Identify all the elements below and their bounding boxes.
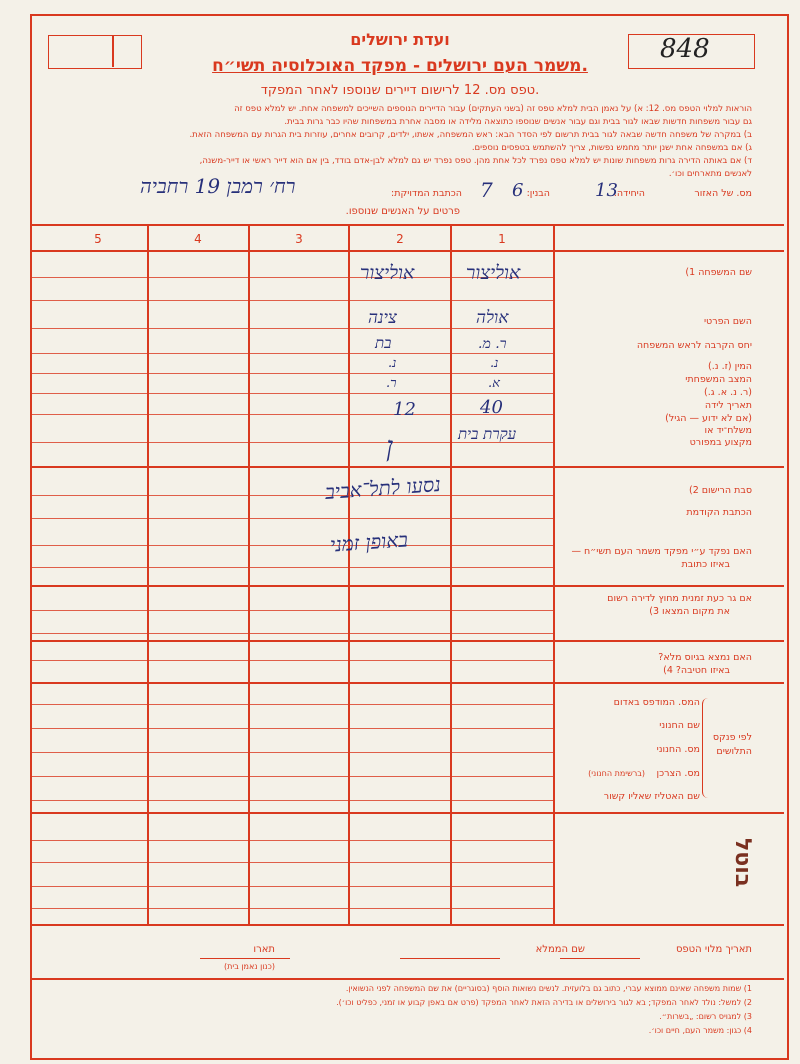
entry-1-birth: 40 bbox=[480, 397, 503, 418]
area-label: מס. של האזור bbox=[694, 188, 752, 199]
row-army: האם נמצא בגיוס מלא? bbox=[658, 652, 752, 663]
row-red-number: המס. המודפס באדום bbox=[613, 697, 700, 708]
footnote: 4) כגון: משמר העם, חיים וכו׳. bbox=[648, 1026, 752, 1035]
entry-1-first-name: אולה bbox=[476, 308, 509, 328]
org-title: ועדת ירושלים bbox=[350, 30, 450, 49]
entry-1-reason: נסעו לתל־אביב bbox=[324, 471, 442, 505]
row-previous-address: הכתבת הקודמת bbox=[686, 507, 752, 518]
footnote: 1) שמות משפחה שאינם ממוצא עברי, כתוב גם בלועזית. לנשים נשואות הוסף (בסוגריים) את שם המשפחה לפני הנשואין. bbox=[345, 984, 752, 993]
address-label: הכתבת המדויקת: bbox=[391, 188, 462, 199]
unit-label: היחידה: bbox=[613, 188, 645, 199]
row-consumer: מס. הצרכן bbox=[656, 768, 700, 779]
form-number: 848 bbox=[660, 34, 710, 64]
row-consumer-sub: (ברשימת החנוני) bbox=[588, 769, 645, 778]
column-5: 5 bbox=[94, 232, 102, 246]
unit-value: 13 bbox=[595, 180, 618, 201]
entry-2-marital: ר. bbox=[386, 376, 397, 391]
row-birth: תאריך לידה bbox=[704, 400, 752, 411]
address-value: רח׳ רמבן 19 רחביה bbox=[140, 174, 296, 198]
entry-1-sex: נ. bbox=[490, 356, 499, 371]
page-title: משמר העם ירושלים - מפקד האוכלוסיה תשי״ח. bbox=[212, 56, 588, 76]
instruction-line: הוראות למלוי הטפס מס. 12: א) על נאמן הבית למלא טפס זה (בשני העתקים) עבור הדיירים הנוספים השייכים למשפחה אחת. יש למלא טפס זה bbox=[234, 104, 752, 114]
instruction-line: ג) אם במשפחה אחת ישנן יותר מחמש נפשות, צריך להשתמש בטפסים נוספים. bbox=[471, 143, 752, 153]
entry-2-relation: בת bbox=[375, 334, 392, 352]
date2-label: תארו bbox=[253, 944, 275, 955]
filler-name-label: שם הממלא bbox=[535, 944, 585, 955]
column-3: 3 bbox=[295, 232, 303, 246]
instruction-line: ד) אם באותה הדירה גרות משפחות שונות יש למלא טפס נפרד לכל אחת מהן. טפס נפרד יש גם למלא לבן-אדם בודד, בין אם הוא דייר ראשי או דייר-משנה, bbox=[199, 156, 752, 166]
entry-1-surname: אוליצור bbox=[466, 262, 521, 284]
row-temporary: אם גר כעת זמנית מחוץ לדירה רשום bbox=[607, 593, 752, 604]
footnote: 3) למגויס רשום: „בשרות״. bbox=[659, 1012, 752, 1021]
column-2: 2 bbox=[396, 232, 404, 246]
ration-coupons-label: התלושים bbox=[716, 746, 752, 757]
entry-2-surname: אוליצור bbox=[360, 262, 415, 284]
cancelled-stamp: בוטל bbox=[730, 838, 755, 888]
column-1: 1 bbox=[498, 232, 506, 246]
entry-2-note: באופן זמני bbox=[329, 527, 409, 557]
row-butcher: שם האטליז שאליו קשור bbox=[603, 791, 700, 802]
instruction-line: ב) במקרה של משפחה חדשה שבאה לגור בבית תרשום לפי הסדר הבא: ראש המשפחה, אשתו, ילדים, קרובים אחרים, עוזרות בית הגרות עם המשפחה הזאת. bbox=[189, 130, 752, 140]
row-shop-number: מס. החנוני bbox=[656, 744, 700, 755]
footnote: 2) למשל: נולד לאחר המפקד; בא לגור בירושלים או בדירה הזאת לאחר המפקד (פרט אם באפן קבוע או זמני, כפליט וכו׳). bbox=[336, 998, 752, 1007]
entry-2-first-name: צינה bbox=[368, 308, 397, 328]
trustee-label: (כנון נאמן בית) bbox=[224, 962, 275, 971]
row-counted-address: באיזו כתובת bbox=[681, 559, 730, 570]
ration-book-label: לפי פנקס bbox=[712, 732, 752, 743]
entry-1-occupation: עקרת בית bbox=[458, 425, 517, 443]
row-occupation-detail: מקצוע במפורט bbox=[689, 437, 752, 448]
row-first-name: השם הפרטי bbox=[703, 316, 752, 327]
fill-date-label: תאריך מלוי הטפס bbox=[675, 944, 752, 955]
form-title: טפס מס. 12 לרישום דיירים שנוספו לאחר המפקד. bbox=[260, 83, 540, 98]
instruction-line: לאנשים מתארחים וכו׳. bbox=[668, 169, 752, 179]
row-temporary-place: את מקום המצאו 3) bbox=[649, 606, 730, 617]
entry-2-birth: 12 bbox=[393, 399, 416, 420]
instruction-line: גם עבור משפחות חדשות שבאו לגור בבית וגם עבור אנשים שנוספו כתוצאה מלידה או מסבה אחרת במשפחות שהיו כבר גרות בבית. bbox=[284, 117, 752, 127]
entry-1-marital: א. bbox=[488, 376, 500, 391]
column-4: 4 bbox=[194, 232, 202, 246]
building-label: הבנין: bbox=[526, 188, 550, 199]
persons-caption: פרטים על האנשים שנוספו. bbox=[345, 206, 460, 217]
row-counted: האם נפקד ע״י מפקד משמר העם תשי״ח — bbox=[571, 546, 752, 557]
row-marital: המצב המשפחתי bbox=[685, 374, 752, 385]
entry-2-occupation: ן bbox=[386, 430, 394, 463]
row-occupation: משלח־יד או bbox=[704, 425, 752, 436]
row-birth-sub: (אם לא ידוע — הגיל) bbox=[665, 413, 752, 424]
building-value: 6 bbox=[512, 180, 524, 201]
row-sex: המין (ז. נ.) bbox=[708, 361, 752, 372]
row-surname: שם המשפחה 1) bbox=[685, 267, 752, 278]
entry-2-sex: נ. bbox=[388, 356, 397, 371]
address-number: 7 bbox=[480, 178, 493, 202]
row-relation: יחס הקרבה לראש המשפחה bbox=[636, 340, 752, 351]
entry-1-relation: ר. מ. bbox=[478, 336, 507, 352]
row-marital-sub: (ר. נ. א. ג.) bbox=[704, 387, 752, 398]
row-shop-name: שם החנוני bbox=[659, 720, 700, 731]
ration-bracket bbox=[702, 698, 711, 798]
row-army-unit: באיזו חטיבה? 4) bbox=[663, 665, 730, 676]
row-reason: סבת הרישום 2) bbox=[688, 485, 752, 496]
